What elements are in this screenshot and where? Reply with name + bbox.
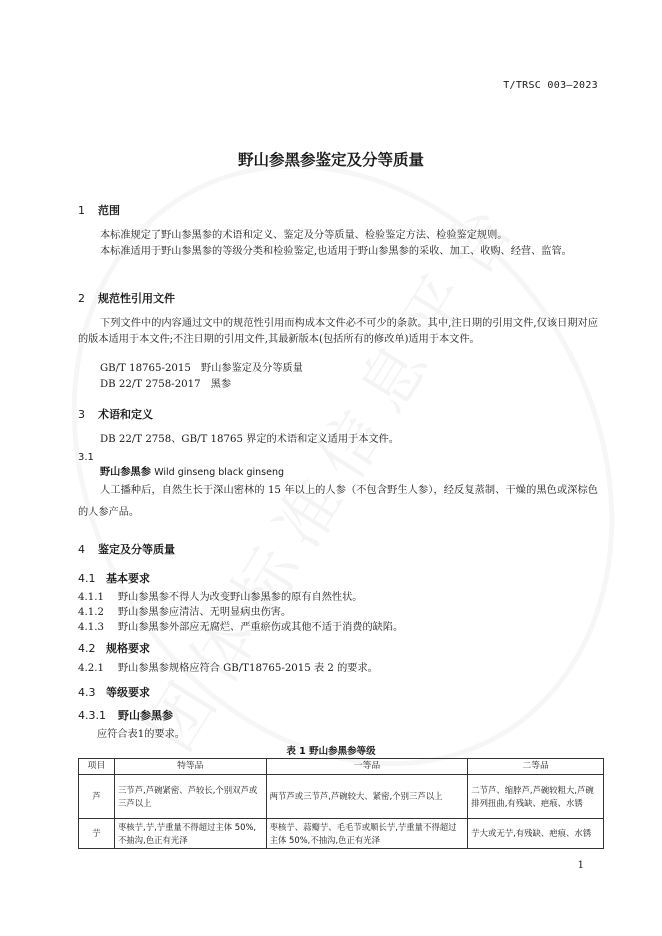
section-4-heading: [78, 541, 175, 557]
subsection-title: 野山参黑参: [118, 709, 173, 722]
table-cell: 二节芦、缩脖芦,芦碗较粗大,芦碗排列扭曲,有残缺、疤痕、水锈: [468, 775, 604, 819]
subsection-4-3-1-heading: [78, 707, 173, 723]
term-heading: [100, 465, 284, 481]
table-caption: 表 1 野山参黑参等级: [286, 746, 376, 757]
reference-item: DB 22/T 2758-2017 黑参: [100, 379, 232, 390]
subsection-4-3-heading: [78, 684, 150, 700]
table-row: [79, 819, 604, 849]
table-cell: 三节芦,芦碗紧密、芦较长,个别双芦或三芦以上: [114, 775, 266, 819]
subsection-number: 4.2: [78, 642, 96, 655]
table-cell: 艼: [79, 819, 115, 849]
section-number: 4: [78, 543, 85, 556]
item-number: 4.1.2: [78, 607, 104, 618]
subsection-number: 4.3.1: [78, 709, 106, 722]
section-title: 范围: [98, 204, 120, 217]
section-title: 规范性引用文件: [98, 292, 175, 305]
table-header-cell: 项目: [79, 759, 115, 775]
table-cell: 两节芦或三节芦,芦碗较大、紧密,个别三芦以上: [266, 775, 468, 819]
table-header-row: [79, 759, 604, 775]
section-title: 鉴定及分等质量: [98, 543, 175, 556]
subsection-number: 4.3: [78, 686, 96, 699]
table-cell: 枣核艼、蒜瓣艼、毛毛节或顺长艼,艼重量不得超过主体 50%,不抽沟,色正有光泽: [266, 819, 468, 849]
table-row: [79, 775, 604, 819]
subsection-4-1-heading: [78, 570, 150, 586]
table-header-cell: 特等品: [114, 759, 266, 775]
requirement-item: [78, 590, 363, 606]
term-number: 3.1: [78, 452, 94, 463]
section-number: 3: [78, 408, 85, 421]
section-3-heading: [78, 406, 153, 422]
item-text: 野山参黑参规格应符合 GB/T18765-2015 表 2 的要求。: [118, 663, 378, 674]
requirement-item: [78, 605, 291, 621]
reference-item: GB/T 18765-2015 野山参鉴定及分等质量: [100, 363, 303, 374]
item-number: 4.1.3: [78, 622, 104, 633]
subsection-number: 4.1: [78, 572, 96, 585]
section-2-heading: [78, 290, 175, 306]
section-number: 2: [78, 292, 85, 305]
terms-paragraph: DB 22/T 2758、GB/T 18765 界定的术语和定义适用于本文件。: [100, 434, 399, 445]
table-header-cell: 二等品: [468, 759, 604, 775]
table-cell: 枣核艼,艼,艼重量不得超过主体 50%,不抽沟,色正有光泽: [114, 819, 266, 849]
subsection-title: 规格要求: [106, 642, 150, 655]
table-header-cell: 一等品: [266, 759, 468, 775]
item-text: 野山参黑参外部应无腐烂、严重瘀伤或其他不适于消费的缺陷。: [118, 622, 404, 633]
page-number: 1: [577, 860, 584, 871]
refs-paragraph: 下列文件中的内容通过文中的规范性引用而构成本文件必不可少的条款。其中,注日期的引用文件,仅该日期对应的版本适用于本文件;不注日期的引用文件,其最新版本(包括所有的修改单)适用于本文件。: [78, 318, 598, 345]
scope-paragraph-1: 本标准规定了野山参黑参的术语和定义、鉴定及分等质量、检验鉴定方法、检验鉴定规则。: [100, 230, 508, 241]
table-cell: 艼大或无艼,有残缺、疤痕、水锈: [468, 819, 604, 849]
page-title: 野山参黑参鉴定及分等质量: [237, 151, 424, 169]
item-text: 野山参黑参应清洁、无明显病虫伤害。: [118, 607, 292, 618]
spec-item: [78, 661, 378, 677]
scope-paragraph-2: 本标准适用于野山参黑参的等级分类和检验鉴定,也适用于野山参黑参的采收、加工、收购、经营、监管。: [100, 246, 572, 257]
requirement-item: [78, 620, 403, 636]
grade-table: [78, 758, 604, 849]
table-reference-text: 应符合表1的要求。: [97, 729, 185, 740]
term-english: Wild ginseng black ginseng: [154, 467, 285, 478]
item-text: 野山参黑参不得人为改变野山参黑参的原有自然性状。: [118, 592, 363, 603]
section-title: 术语和定义: [98, 408, 153, 421]
term-chinese: 野山参黑参: [100, 467, 151, 478]
term-definition: 人工播种后，自然生长于深山密林的 15 年以上的人参（不包含野生人参），经反复蒸制、干燥的黑色或深棕色的人参产品。: [78, 485, 598, 518]
item-number: 4.1.1: [78, 592, 104, 603]
table-cell: 芦: [79, 775, 115, 819]
item-number: 4.2.1: [78, 663, 104, 674]
section-1-heading: [78, 202, 120, 218]
document-code: T/TRSC 003—2023: [503, 80, 598, 91]
section-number: 1: [78, 204, 85, 217]
subsection-title: 基本要求: [106, 572, 150, 585]
subsection-4-2-heading: [78, 640, 150, 656]
subsection-title: 等级要求: [106, 686, 150, 699]
